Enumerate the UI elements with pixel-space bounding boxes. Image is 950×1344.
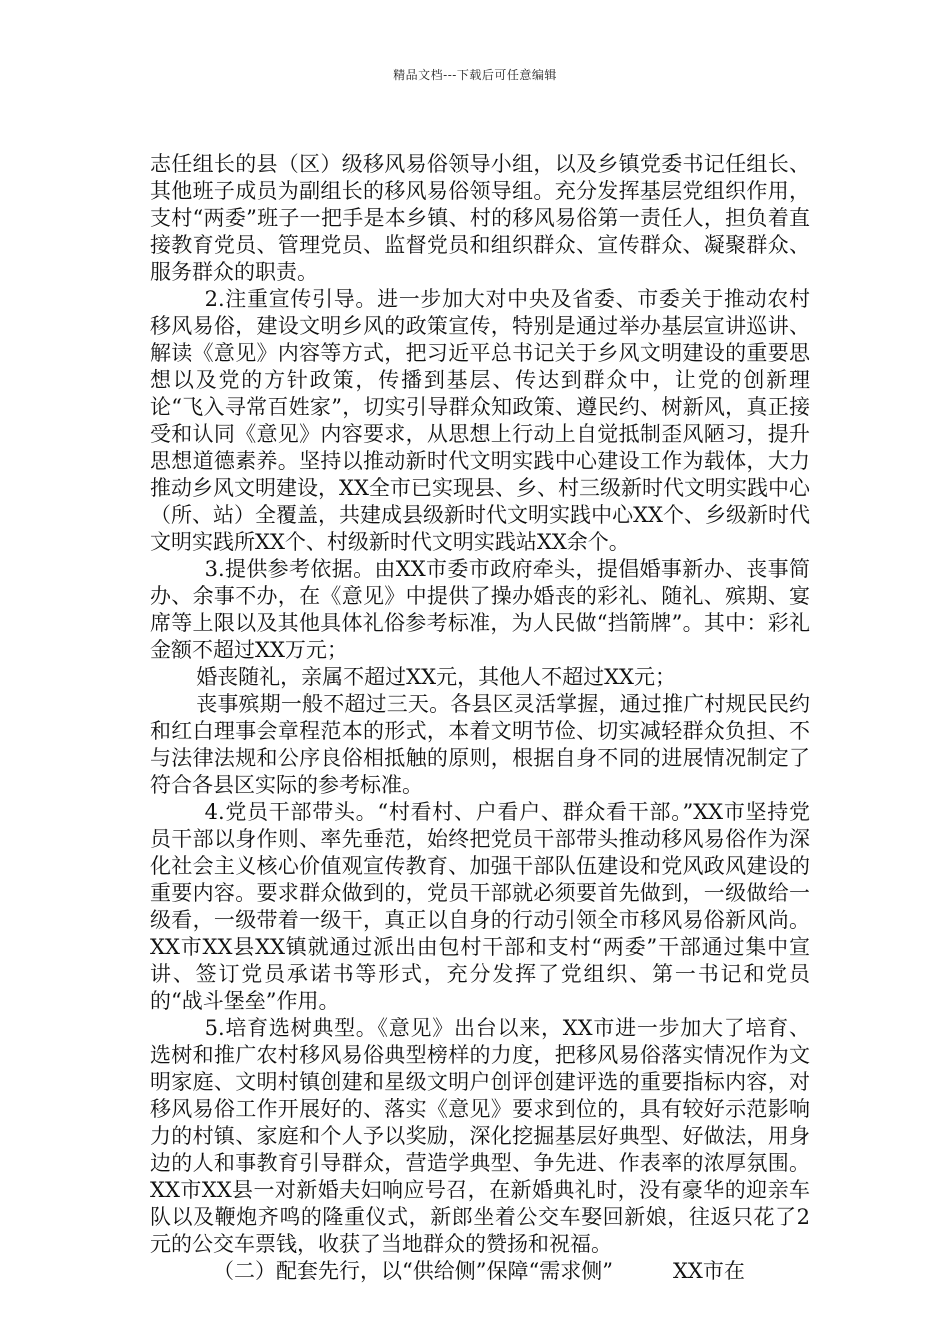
paragraph-gift-limits: 婚丧随礼，亲属不超过XX元，其他人不超过XX元； xyxy=(196,665,676,689)
page-header: 精品文档---下载后可任意编辑 xyxy=(393,68,557,82)
document-body xyxy=(150,151,810,1285)
paragraph-continued: 志任组长的县（区）级移风易俗领导小组，以及乡镇党委书记任组长、其他班子成员为副组长的移风易俗领导组。充分发挥基层党组织作用，支村“两委”班子一把手是本乡镇、村的移风易俗第一责任人，担负着直接教育党员、管理党员、监督党员和组织群众、宣传群众、凝聚群众、服务群众的职责。 xyxy=(150,152,810,284)
section-heading-line xyxy=(150,1258,810,1285)
paragraph-publicity: 2.注重宣传引导。进一步加大对中央及省委、市委关于推动农村移风易俗，建设文明乡风的政策宣传，特别是通过举办基层宣讲巡讲、解读《意见》内容等方式，把习近平总书记关于乡风文明建设的重要思想以及党的方针政策，传播到基层、传达到群众中，让党的创新理论“飞入寻常百姓家”，切实引导群众知政策、遵民约、树新风，真正接受和认同《意见》内容要求，从思想上行动上自觉抵制歪风陋习，提升思想道德素养。坚持以推动新时代文明实践中心建设工作为载体，大力推动乡风文明建设，XX全市已实现县、乡、村三级新时代文明实践中心（所、站）全覆盖，共建成县级新时代文明实践中心XX个、乡级新时代文明实践所XX个、村级新时代文明实践站XX余个。 xyxy=(150,287,810,554)
section-heading-tail: XX市在 xyxy=(672,1259,745,1283)
paragraph-role-models: 5.培育选树典型。《意见》出台以来，XX市进一步加大了培育、选树和推广农村移风易俗典型榜样的力度，把移风易俗落实情况作为文明家庭、文明村镇创建和星级文明户创评创建评选的重要指标内容，对移风易俗工作开展好的、落实《意见》要求到位的，具有较好示范影响力的村镇、家庭和个人予以奖励，深化挖掘基层好典型、好做法，用身边的人和事教育引导群众，营造学典型、争先进、作表率的浓厚氛围。XX市XX县一对新婚夫妇响应号召，在新婚典礼时，没有豪华的迎亲车队以及鞭炮齐鸣的隆重仪式，新郎坐着公交车娶回新娘，往返只花了2元的公交车票钱，收获了当地群众的赞扬和祝福。 xyxy=(150,1016,810,1256)
paragraph-cadres-lead: 4.党员干部带头。“村看村、户看户、群众看干部。”XX市坚持党员干部以身作则、率先垂范，始终把党员干部带头推动移风易俗作为深化社会主义核心价值观宣传教育、加强干部队伍建设和党风政风建设的重要内容。要求群众做到的，党员干部就必须要首先做到，一级做给一级看，一级带着一级干，真正以自身的行动引领全市移风易俗新风尚。XX市XX县XX镇就通过派出由包村干部和支村“两委”干部通过集中宣讲、签订党员承诺书等形式，充分发挥了党组织、第一书记和党员的“战斗堡垒”作用。 xyxy=(150,800,810,1013)
section-heading: （二）配套先行，以“供给侧”保障“需求侧” xyxy=(213,1259,613,1283)
paragraph-funeral-period: 丧事殡期一般不超过三天。各县区灵活掌握，通过推广村规民民约和红白理事会章程范本的形式，本着文明节俭、切实减轻群众负担、不与法律法规和公序良俗相抵触的原则，根据自身不同的进展情况制定了符合各县区实际的参考标准。 xyxy=(150,692,810,797)
paragraph-reference-basis: 3.提供参考依据。由XX市委市政府牵头，提倡婚事新办、丧事简办、余事不办，在《意见》中提供了操办婚丧的彩礼、随礼、殡期、宴席等上限以及其他具体礼俗参考标准，为人民做“挡箭牌”。其中：彩礼金额不超过XX万元； xyxy=(150,557,810,662)
